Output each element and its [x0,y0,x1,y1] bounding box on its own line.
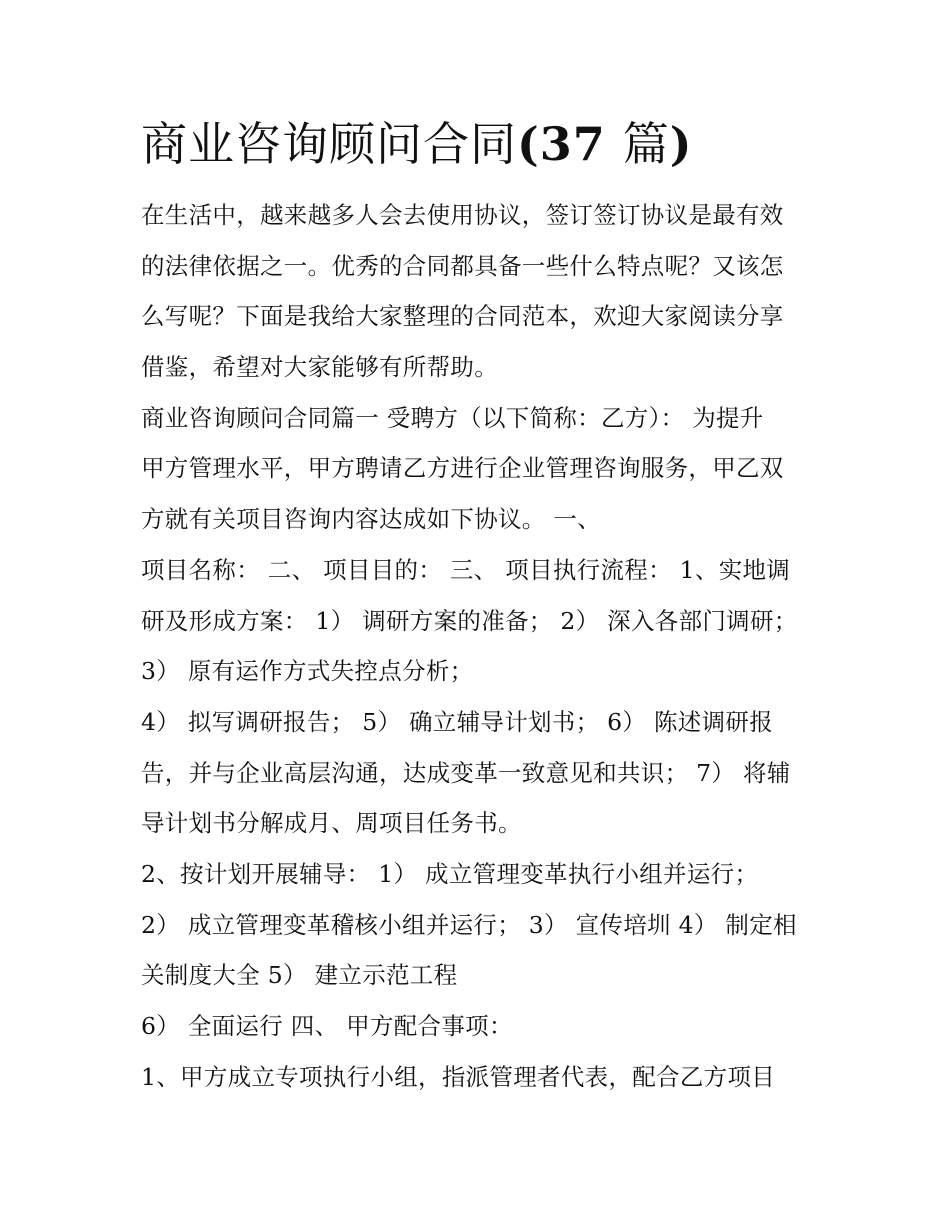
body-line: 方就有关项目咨询内容达成如下协议。 一、 [141,505,601,534]
body-line: 6） 全面运行 四、 甲方配合事项： [141,1012,513,1040]
body-line: 么写呢？下面是我给大家整理的合同范本，欢迎大家阅读分享 [141,302,784,331]
title-close: ) [669,117,693,171]
body-line: 的法律依据之一。优秀的合同都具备一些什么特点呢？又该怎 [141,251,784,280]
body-line: 商业咨询顾问合同篇一 受聘方（以下简称：乙方）： 为提升 [141,403,764,432]
title-count: (37 [517,117,623,171]
document-body [141,190,813,1102]
body-line: 2、按计划开展辅导： 1） 成立管理变革执行小组并运行； [141,859,759,888]
title-cjk-end: 篇 [622,117,670,171]
body-line: 2） 成立管理变革稽核小组并运行； 3） 宣传培圳 4） 制定相 [141,910,797,939]
body-line: 在生活中，越来越多人会去使用协议，签订签订协议是最有效 [141,201,784,229]
body-line: 项目名称： 二、 项目目的： 三、 项目执行流程： 1、实地调 [141,555,791,584]
body-line: 借鉴，希望对大家能够有所帮助。 [141,353,498,382]
body-line: 关制度大全 5） 建立示范工程 [141,961,458,990]
body-line: 导计划书分解成月、周项目任务书。 [141,809,522,838]
body-line: 1、甲方成立专项执行小组，指派管理者代表，配合乙方项目 [141,1062,776,1091]
document-page [141,112,813,1102]
document-title [141,112,813,176]
body-line: 告，并与企业高层沟通，达成变革一致意见和共识； 7） 将辅 [141,758,791,787]
body-line: 甲方管理水平，甲方聘请乙方进行企业管理咨询服务，甲乙双 [141,454,784,483]
body-line: 3） 原有运作方式失控点分析； [141,657,474,686]
body-line: 研及形成方案： 1） 调研方案的准备； 2） 深入各部门调研； [141,606,798,635]
body-line: 4） 拟写调研报告； 5） 确立辅导计划书； 6） 陈述调研报 [141,707,774,736]
title-cjk: 商业咨询顾问合同 [141,117,517,171]
